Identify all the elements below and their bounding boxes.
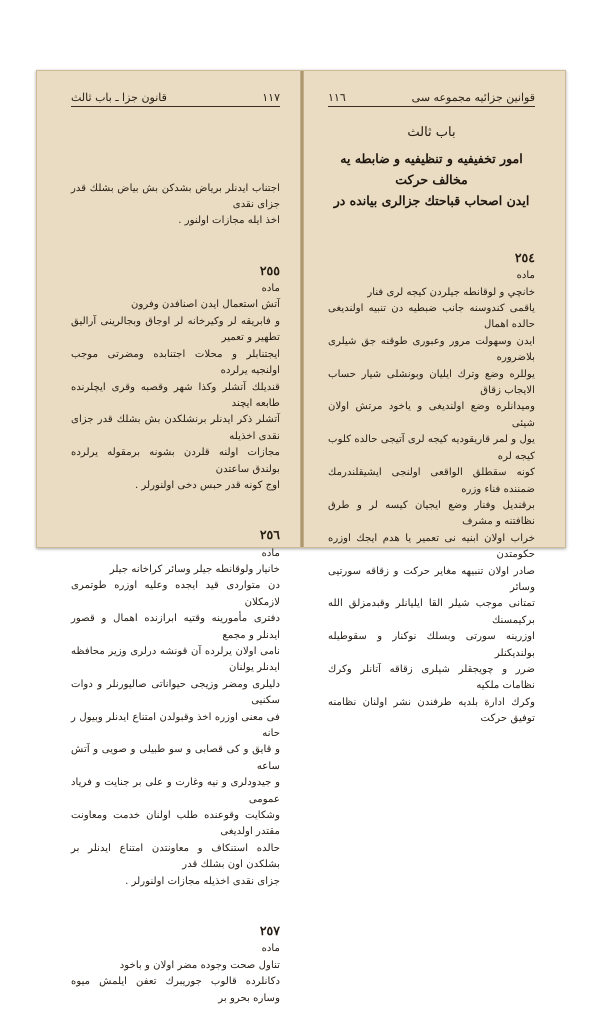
right-page-number: ١١٦	[328, 91, 346, 104]
right-page-body	[328, 217, 535, 744]
right-page	[304, 71, 565, 725]
left-running-head: قانون جزا ـ باب ثالث	[71, 91, 167, 104]
paragraph-text: خانچي و لوقانطه جيلردن كيجه لرى فنار ياقمى كندوسنه جانب ضبطيه دن تنبيه اولنديغى حالده اهمال ايدن وسهولت مرور وعبورى طوقنه جق شيلرى بلاضروره يوللره وضع وترك ايليان وبونشلى شيار حساب الايجاب زقاق وميدانلره وضع اولنديغى و ياخود مرتش اولان شيئى يول و لمر قاريقوديه كيجه لرى آتيجى حالده كلوب كيجه لره كونه سقطلق الواقعى اولنجى ايشيقلندرمك ضمننده فناء وزره برقنديل وفنار وضع ايجيان كيسه لر و طرق نظافتنه و مشرف خراب اولان ابنيه نى تعمير يا هدم ايجك اوزره حكومتدن صادر اولان تنبيهه مغاير حركت و زقاقه سورتيى وسائر تمتانى موجب شيلر القا ايليانلر وقبدمزلق الله بركيمسنك اوزرينه سورتى وبسلك نوكنار و سقوطيله بولنديكنلر ضرر و چويجقلر شيلرى زقاقه آتانلر وكرك نظامات ملكيه وكرك ادارة بلديه طرفندن نشر اولنان نظامنه توفيق حركت	[328, 286, 535, 725]
paragraph-text: اجتناب ايدنلر برياض بشدكن بش بياض بشلك قدر جزاى نقدى اخذ ايله مجازات اولنور .	[71, 182, 280, 227]
section-title-line: ايدن اصحاب قباحتك جزالرى بيانده در	[333, 193, 530, 208]
right-running-head: قوانين جزائيه مجموعه سى	[411, 91, 535, 104]
article-label: ماده	[261, 283, 280, 295]
paragraph	[71, 246, 280, 494]
paragraph	[328, 233, 535, 727]
left-page-number: ١١٧	[262, 91, 280, 104]
article-label: ماده	[516, 270, 535, 282]
open-book	[36, 70, 566, 1004]
article-label: ماده	[261, 547, 280, 559]
paragraph	[71, 907, 280, 1007]
left-page-body	[71, 113, 280, 1023]
article-number: ٢٥٦	[259, 527, 280, 543]
article-number: ٢٥٤	[514, 249, 535, 265]
left-page-header	[71, 91, 280, 107]
paragraph	[71, 511, 280, 890]
paragraph-text: تناول صحت وجوده مضر اولان و باخود دكانلرده قالوب جوريبرك تعفن ايلمش ميوه وساره بحرو بر	[71, 959, 280, 1004]
paragraph	[71, 129, 280, 229]
section-title	[328, 148, 535, 211]
left-page	[37, 71, 300, 1004]
chapter-title: باب ثالث	[407, 125, 456, 140]
section-title-line: امور تخفيفيه و تنظيفيه و ضابطه يه مخالف حركت	[340, 151, 523, 187]
article-number: ٢٥٥	[259, 262, 280, 278]
article-label: ماده	[261, 943, 280, 955]
paragraph-text: آتش استعمال ايدن اصنافدن وفرون و فابريقه لر وكيرخانه لر اوجاق وبجالرينى آراليق تطهير و تعمير ايجتنابلر و محلات اجتنابده ومضرتى موجب اولنجيه يرلرده قنديلك آتشلر وكذا شهر وقصبه وقرى ايچلرنده طابعه ايچند آتشلر ذكر ايدنلر برنشلكدن بش بشلك قدر جزاى نقدى اخذيله مجازات اولنه قلردن بشونه برمقوله يرلرده بولندق ساعتدن اوج كونه قدر حبس دخى اولنورلر .	[71, 299, 280, 491]
article-number: ٢٥٧	[259, 922, 280, 938]
paragraph-text: خانيار ولوقانطه جيلر وسائر كراخانه جيلر دن متواردى قيد ايجده وعليه اوزره طوتمرى لازمكلان دفترى مأمورينه وقتيه ابرازنده اهمال و قصور ايدنلر و مجمع نامى اولان يرلرده آن قونشه درلرى وزير محافظه ايدنلر يولنان دليلرى ومضر وزيجى حيواناتى صاليورنلر و دوات سكنيى فى معنى اوزره اخذ وقبولدن امتناع ايدنلر وبيول ر حانه و قايق و كى قصابى و سو طبيلى و صويى و آتش ساعه و جيدودلرى و نيه وغارت و على بر جنايت و فرياد عمومى وشكايت وقوعنده طلب اولنان خدمت ومعاونت مقتدر اولديغى حالده استنكاف و معاونتدن امتناع ايدنلر بر بشلكدن اون بشلك قدر جزاى نقدى اخذيله مجازات اولنورلر .	[71, 563, 280, 887]
right-page-header	[328, 91, 535, 107]
